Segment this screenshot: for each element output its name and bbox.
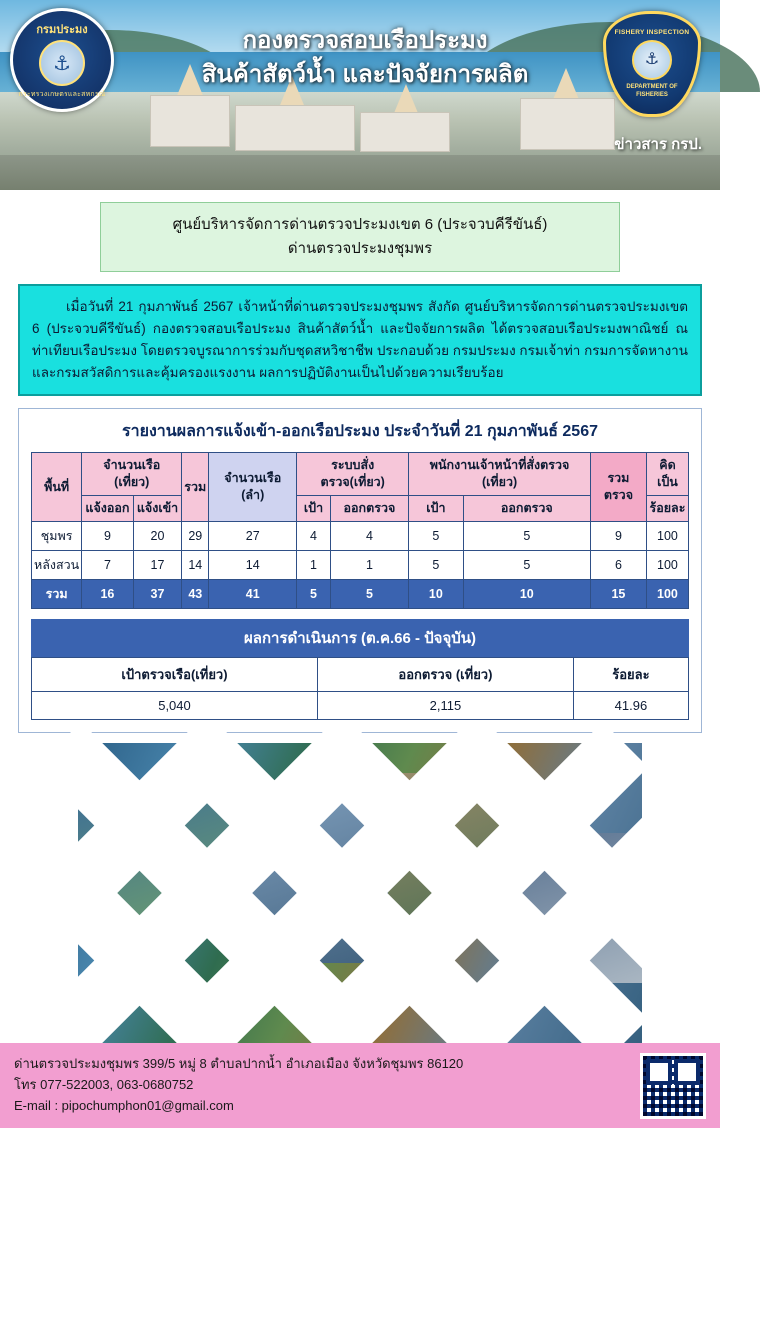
cell-off-target: 5 bbox=[409, 522, 463, 551]
cell-vessel-count: 27 bbox=[209, 522, 297, 551]
cell-summary-inspected: 2,115 bbox=[318, 692, 574, 720]
content-area bbox=[0, 202, 720, 1128]
cell-percent: 100 bbox=[646, 522, 688, 551]
department-of-fisheries-logo bbox=[10, 8, 114, 112]
photo-collage bbox=[0, 743, 720, 1043]
th-officer-order: พนักงานเจ้าหน้าที่สั่งตรวจ (เที่ยว) bbox=[409, 453, 591, 496]
th-system-order: ระบบสั่งตรวจ(เที่ยว) bbox=[297, 453, 409, 496]
cell-off-inspected: 5 bbox=[463, 551, 590, 580]
cell-total-inspect: 15 bbox=[590, 580, 646, 609]
shield-bottom-text: DEPARTMENT OF FISHERIES bbox=[626, 84, 678, 98]
footer-email[interactable]: E-mail : pipochumphon01@gmail.com bbox=[14, 1098, 234, 1113]
report-title: รายงานผลการแจ้งเข้า-ออกเรือประมง ประจำวันที่ 21 กุมภาพันธ์ 2567 bbox=[122, 423, 598, 440]
banner-title bbox=[150, 24, 580, 92]
cell-sum-trips: 43 bbox=[182, 580, 209, 609]
summary-table-body bbox=[32, 692, 689, 720]
logo-left-top-text: กรมประมง bbox=[36, 24, 88, 36]
cell-sys-inspected: 5 bbox=[330, 580, 408, 609]
table-row bbox=[32, 692, 689, 720]
cell-sum-trips: 14 bbox=[182, 551, 209, 580]
table-row bbox=[32, 551, 689, 580]
cell-sys-target: 4 bbox=[297, 522, 331, 551]
header-banner bbox=[0, 0, 720, 190]
office-title-line2: ด่านตรวจประมงชุมพร bbox=[287, 240, 433, 257]
table-body bbox=[32, 522, 689, 609]
cell-sys-target: 5 bbox=[297, 580, 331, 609]
report-block bbox=[18, 408, 702, 733]
fishery-inspection-shield-logo bbox=[598, 8, 706, 120]
cell-total-inspect: 9 bbox=[590, 522, 646, 551]
cell-in: 20 bbox=[133, 522, 182, 551]
th-summary-inspected: ออกตรวจ (เที่ยว) bbox=[318, 658, 574, 692]
th-off-inspected: ออกตรวจ bbox=[463, 496, 590, 522]
th-percent-unit: ร้อยละ bbox=[646, 496, 688, 522]
office-title-line1: ศูนย์บริหารจัดการด่านตรวจประมงเขต 6 (ประจวบคีรีขันธ์) bbox=[172, 216, 548, 233]
office-title-box bbox=[100, 202, 620, 272]
footer-phone: โทร 077-522003, 063-0680752 bbox=[14, 1077, 194, 1092]
cell-out: 9 bbox=[82, 522, 133, 551]
summary-table bbox=[31, 657, 689, 720]
table-row-total bbox=[32, 580, 689, 609]
footer-address: ด่านตรวจประมงชุมพร 399/5 หมู่ 8 ตำบลปากน้ำ อำเภอเมือง จังหวัดชุมพร 86120 bbox=[14, 1056, 464, 1071]
cell-sys-target: 1 bbox=[297, 551, 331, 580]
th-off-target: เป้า bbox=[409, 496, 463, 522]
th-vessel-trips: จำนวนเรือ (เที่ยว) bbox=[82, 453, 182, 496]
th-sys-target: เป้า bbox=[297, 496, 331, 522]
banner-title-line2: สินค้าสัตว์น้ำ และปัจจัยการผลิต bbox=[201, 61, 529, 88]
th-out: แจ้งออก bbox=[82, 496, 133, 522]
cell-off-target: 5 bbox=[409, 551, 463, 580]
cell-off-target: 10 bbox=[409, 580, 463, 609]
anchor-icon: ⚓ bbox=[39, 40, 85, 86]
daily-report-table bbox=[31, 452, 689, 609]
table-row bbox=[32, 522, 689, 551]
summary-title: ผลการดำเนินการ (ต.ค.66 - ปัจจุบัน) bbox=[31, 619, 689, 657]
cell-vessel-count: 14 bbox=[209, 551, 297, 580]
cell-area: หลังสวน bbox=[32, 551, 82, 580]
cell-percent: 100 bbox=[646, 551, 688, 580]
news-label: ข่าวสาร กรป. bbox=[614, 136, 702, 153]
road-strip bbox=[0, 155, 720, 190]
cell-vessel-count: 41 bbox=[209, 580, 297, 609]
cell-out: 7 bbox=[82, 551, 133, 580]
th-area: พื้นที่ bbox=[32, 453, 82, 522]
th-percent: คิดเป็น bbox=[646, 453, 688, 496]
temple-building bbox=[360, 112, 450, 152]
temple-building bbox=[235, 105, 355, 151]
th-sum-trips: รวม bbox=[182, 453, 209, 522]
intro-paragraph: เมื่อวันที่ 21 กุมภาพันธ์ 2567 เจ้าหน้าที่ด่านตรวจประมงชุมพร สังกัด ศูนย์บริหารจัดการด่านตรวจประมงเขต 6 (ประจวบคีรีขันธ์) กองตรวจสอบเรือประมง สินค้าสัตว์น้ำ และปัจจัยการผลิต ได้ตรวจสอบเรือประมงพาณิชย์ ณ ท่าเทียบเรือประมง โดยตรวจบูรณาการร่วมกับชุดสหวิชาชีพ ประกอบด้วย กรมประมง กรมเจ้าท่า กรมการจัดหางาน และกรมสวัสดิการและคุ้มครองแรงงาน ผลการปฏิบัติงานเป็นไปด้วยความเรียบร้อย bbox=[18, 284, 702, 396]
qr-code-icon[interactable] bbox=[640, 1053, 706, 1119]
banner-title-line1: กองตรวจสอบเรือประมง bbox=[242, 27, 488, 54]
cell-area: รวม bbox=[32, 580, 82, 609]
cell-off-inspected: 5 bbox=[463, 522, 590, 551]
th-sys-inspected: ออกตรวจ bbox=[330, 496, 408, 522]
th-summary-percent: ร้อยละ bbox=[573, 658, 688, 692]
cell-percent: 100 bbox=[646, 580, 688, 609]
logo-left-bottom-text: กระทรวงเกษตรและสหกรณ์ bbox=[18, 91, 106, 98]
cell-in: 17 bbox=[133, 551, 182, 580]
cell-in: 37 bbox=[133, 580, 182, 609]
th-total-inspect: รวมตรวจ bbox=[590, 453, 646, 522]
shield-icon bbox=[603, 11, 701, 117]
th-vessel-count: จำนวนเรือ (ลำ) bbox=[209, 453, 297, 522]
table-header bbox=[32, 453, 689, 522]
cell-summary-percent: 41.96 bbox=[573, 692, 688, 720]
footer-contact bbox=[0, 1043, 720, 1128]
cell-sys-inspected: 4 bbox=[330, 522, 408, 551]
cell-off-inspected: 10 bbox=[463, 580, 590, 609]
cell-area: ชุมพร bbox=[32, 522, 82, 551]
cell-total-inspect: 6 bbox=[590, 551, 646, 580]
cell-out: 16 bbox=[82, 580, 133, 609]
cell-sys-inspected: 1 bbox=[330, 551, 408, 580]
temple-building bbox=[150, 95, 230, 147]
anchor-icon: ⚓ bbox=[632, 40, 672, 80]
cell-sum-trips: 29 bbox=[182, 522, 209, 551]
cell-summary-target: 5,040 bbox=[32, 692, 318, 720]
th-summary-target: เป้าตรวจเรือ(เที่ยว) bbox=[32, 658, 318, 692]
summary-table-header bbox=[32, 658, 689, 692]
th-in: แจ้งเข้า bbox=[133, 496, 182, 522]
shield-top-text: FISHERY INSPECTION bbox=[614, 29, 690, 36]
